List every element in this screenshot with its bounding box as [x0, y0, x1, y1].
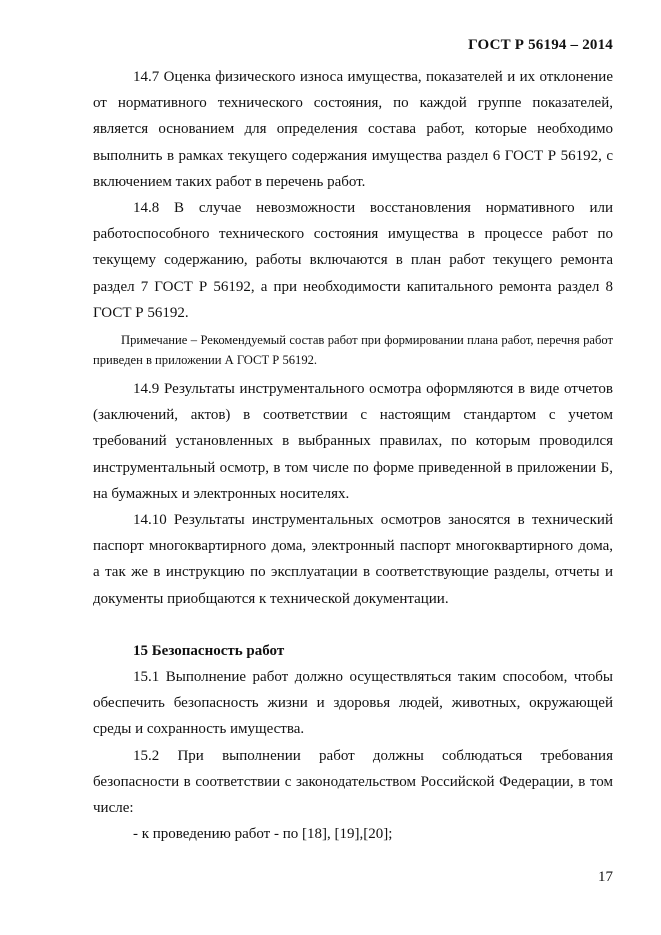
paragraph-14-10: 14.10 Результаты инструментальных осмотров заносятся в технический паспорт многоквартирного дома, электронный паспорт многоквартирного дома, а так же в инструкцию по эксплуатации в соответствующие разделы, отчеты и документы приобщаются к технической документации. — [93, 512, 613, 607]
standard-header: ГОСТ Р 56194 – 2014 — [468, 37, 613, 53]
section-15-title: 15 Безопасность работ — [133, 642, 285, 659]
paragraph-14-9: 14.9 Результаты инструментального осмотра оформляются в виде отчетов (заключений, актов) в соответствии с настоящим стандартом с учетом требований установленных в выбранных правилах, по которым проводился инструментальный осмотр, в том числе по форме приведенной в приложении Б, на бумажных и электронных носителях. — [93, 381, 613, 502]
paragraph-15-1: 15.1 Выполнение работ должно осуществляться таким способом, чтобы обеспечить безопасность жизни и здоровья людей, животных, окружающей среды и сохранность имущества. — [93, 669, 613, 738]
page-number: 17 — [598, 869, 613, 885]
list-item: - к проведению работ - по [18], [19],[20]; — [133, 826, 393, 843]
paragraph-14-7: 14.7 Оценка физического износа имущества, показателей и их отклонение от нормативного технического состояния, по каждой группе показателей, является основанием для определения состава работ, которые необходимо выполнить в рамках текущего содержания имущества раздел 6 ГОСТ Р 56192, с включением таких работ в перечень работ. — [93, 69, 613, 190]
document-body — [93, 64, 613, 847]
paragraph-14-8: 14.8 В случае невозможности восстановления нормативного или работоспособного технического состояния имущества в процессе работ по текущему содержанию, работы включаются в план работ текущего ремонта раздел 7 ГОСТ Р 56192, а при необходимости капитального ремонта раздел 8 ГОСТ Р 56192. — [93, 200, 613, 321]
note-paragraph: Примечание – Рекомендуемый состав работ при формировании плана работ, перечня работ приведен в приложении А ГОСТ Р 56192. — [93, 333, 613, 368]
paragraph-15-2: 15.2 При выполнении работ должны соблюдаться требования безопасности в соответствии с законодательством Российской Федерации, в том числе: — [93, 747, 613, 817]
